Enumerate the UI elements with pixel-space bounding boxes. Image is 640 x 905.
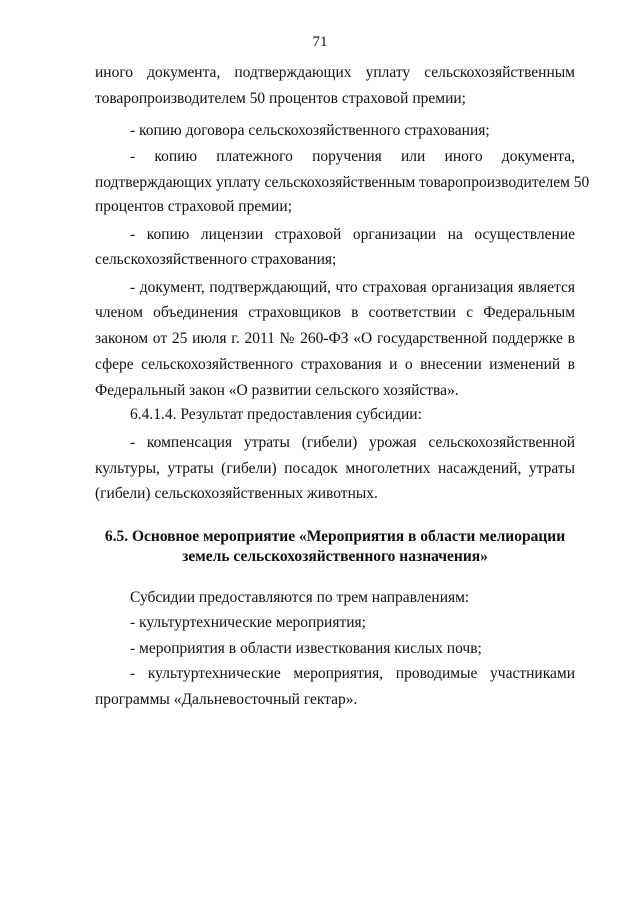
body-line: - документ, подтверждающий, что страховая организация является — [130, 279, 575, 296]
body-line: членом объединения страховщиков в соответствии с Федеральным — [95, 304, 575, 321]
body-line: Субсидии предоставляются по трем направлениям: — [130, 589, 470, 606]
body-line: Федеральный закон «О развитии сельского хозяйства». — [95, 382, 459, 399]
body-line: культуры, утраты (гибели) посадок многолетних насаждений, утраты — [95, 460, 575, 477]
body-line: сельскохозяйственного страхования; — [95, 251, 337, 268]
body-line: (гибели) сельскохозяйственных животных. — [95, 485, 378, 502]
body-line: - копию лицензии страховой организации на осуществление — [130, 226, 575, 243]
body-line: - компенсация утраты (гибели) урожая сельскохозяйственной — [130, 434, 575, 451]
body-line: 6.4.1.4. Результат предоставления субсидии: — [130, 406, 422, 423]
body-line: - копию платежного поручения или иного документа, — [130, 148, 575, 165]
body-line: - культуртехнические мероприятия, проводимые участниками — [130, 665, 575, 682]
body-line: сфере сельскохозяйственного страхования и о внесении изменений в — [95, 356, 575, 373]
body-line: программы «Дальневосточный гектар». — [95, 691, 358, 708]
body-line: - мероприятия в области известкования кислых почв; — [130, 640, 482, 657]
page-number: 71 — [312, 34, 328, 50]
section-heading-line-1: 6.5. Основное мероприятие «Мероприятия в области мелиорации — [104, 528, 566, 545]
body-line: товаропроизводителем 50 процентов страховой премии; — [95, 90, 466, 107]
body-line: - культуртехнические мероприятия; — [130, 614, 366, 631]
body-line: законом от 25 июля г. 2011 № 260-ФЗ «О государственной поддержке в — [95, 330, 575, 347]
body-line: иного документа, подтверждающих уплату сельскохозяйственным — [95, 64, 575, 81]
section-heading-line-2: земель сельскохозяйственного назначения» — [182, 548, 488, 565]
body-line: подтверждающих уплату сельскохозяйственным товаропроизводителем 50 — [95, 174, 590, 191]
body-line: процентов страховой премии; — [95, 198, 292, 215]
body-line: - копию договора сельскохозяйственного страхования; — [130, 122, 490, 139]
